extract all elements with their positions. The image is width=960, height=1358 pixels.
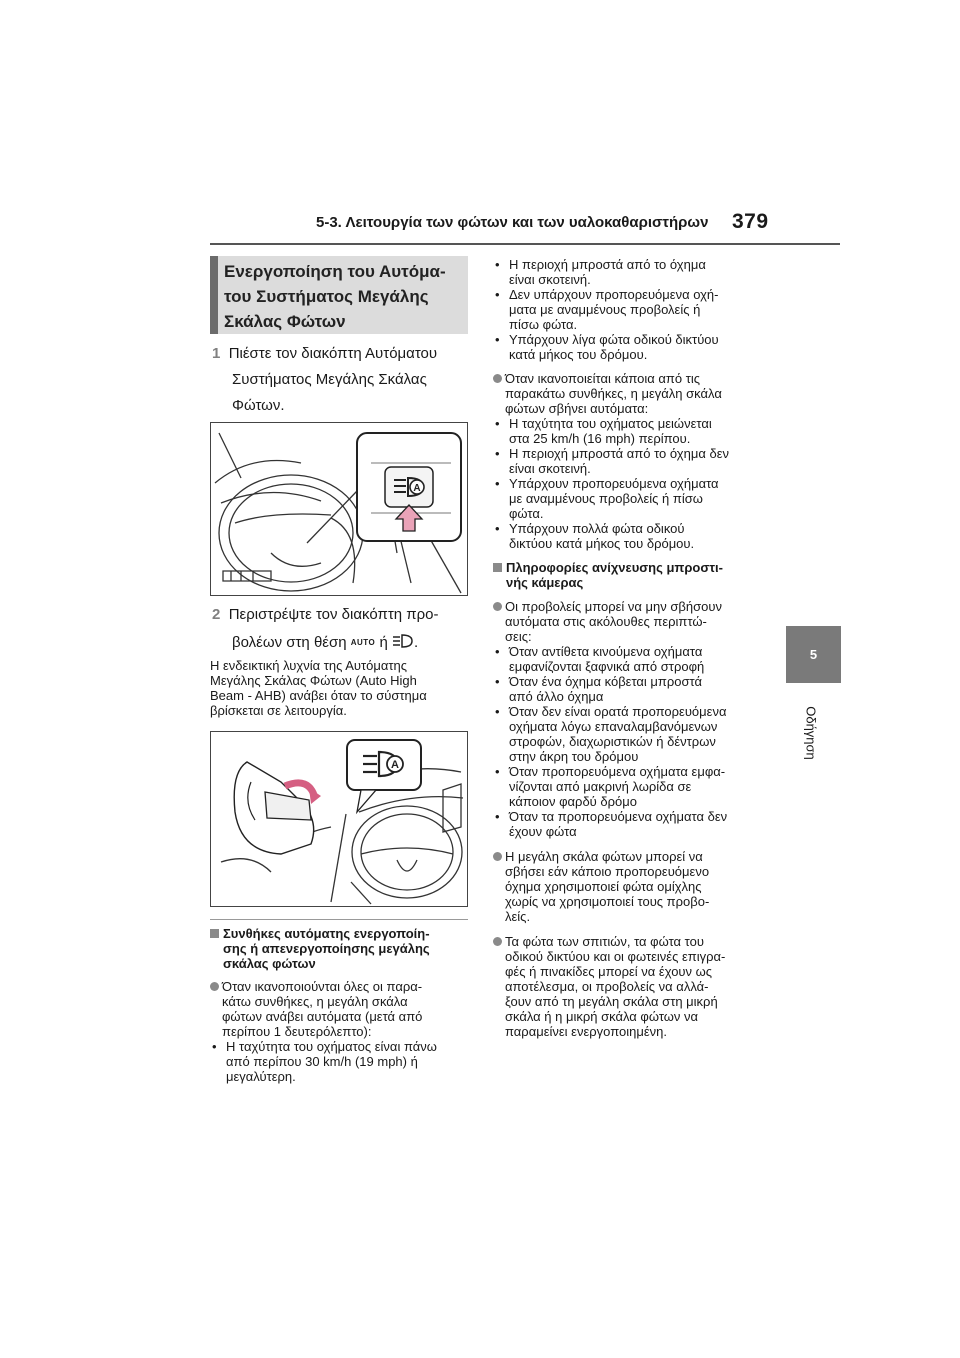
auto-icon: AUTO xyxy=(350,638,376,647)
chapter-label: Οδήγηση xyxy=(803,706,819,760)
circle-bullet-icon xyxy=(493,852,502,861)
fog-paragraph: Η μεγάλη σκάλα φώτων μπορεί να σβήσει εάν κάποιο προπορευόμενο όχημα χρησιμοποιεί φώτα ομίχλης χωρίς να χρησιμοποιεί τους προβο- λείς. xyxy=(493,849,763,924)
list-item: • Η περιοχή μπροστά από το όχημα είναι σκοτεινή. xyxy=(493,257,763,287)
chapter-tab[interactable] xyxy=(786,626,841,683)
section-heading-bar xyxy=(210,256,218,334)
square-bullet-icon xyxy=(210,929,219,938)
step-number: 1 xyxy=(212,345,221,362)
figure-ahb-switch xyxy=(210,422,468,596)
svg-text:A: A xyxy=(391,759,399,771)
off-conditions-list xyxy=(493,416,763,551)
chapter-number: 5 xyxy=(809,647,818,662)
svg-text:A: A xyxy=(413,483,421,494)
figure-headlight-switch xyxy=(210,731,468,907)
camera-list xyxy=(493,644,763,839)
circle-bullet-icon xyxy=(210,982,219,991)
auto-high-beam-icon xyxy=(392,633,414,649)
list-item: • Όταν ένα όχημα κόβεται μπροστά από άλλο όχημα xyxy=(493,674,763,704)
camera-intro: Οι προβολείς μπορεί να μην σβήσουν αυτόματα στις ακόλουθες περιπτώ- σεις: xyxy=(493,599,763,644)
circle-bullet-icon xyxy=(493,602,502,611)
on-conditions-continued xyxy=(493,257,763,362)
list-item: • Όταν προπορευόμενα οχήματα εμφα- νίζονται από μακρινή λωρίδα σε κάποιον φαρδύ δρόμο xyxy=(493,764,763,809)
list-item: • Όταν αντίθετα κινούμενα οχήματα εμφανίζονται ξαφνικά από στροφή xyxy=(493,644,763,674)
divider xyxy=(210,919,468,920)
running-header: 5-3. Λειτουργία των φώτων και των υαλοκαθαριστήρων xyxy=(316,214,709,231)
list-item: • Όταν δεν είναι ορατά προπορευόμενα οχήματα λόγω επαναλαμβανόμενων στροφών, διαχωριστικών ή δέντρων στην άκρη του δρόμου xyxy=(493,704,763,764)
list-item: • Υπάρχουν πολλά φώτα οδικού δικτύου κατά μήκος του δρόμου. xyxy=(493,521,763,551)
page-number: 379 xyxy=(732,210,769,233)
step-1: 1 Πιέστε τον διακόπτη Αυτόματου Συστήματος Μεγάλης Σκάλας Φώτων. xyxy=(212,345,438,414)
step-2: 2 Περιστρέψτε τον διακόπτη προ- βολέων στη θέση AUTO ή . xyxy=(212,606,439,651)
section-heading: Ενεργοποίηση του Αυτόμα- του Συστήματος Μεγάλης Σκάλας Φώτων xyxy=(224,262,446,331)
square-bullet-icon xyxy=(493,563,502,572)
conditions-block xyxy=(210,926,472,1084)
list-item: • Δεν υπάρχουν προπορευόμενα οχή- ματα με αναμμένους προβολείς ή πίσω φώτα. xyxy=(493,287,763,332)
camera-heading: Πληροφορίες ανίχνευσης μπροστι- νής κάμερας xyxy=(493,560,763,590)
circle-bullet-icon xyxy=(493,937,502,946)
steering-wheel-illustration xyxy=(211,423,467,595)
list-item: • Η ταχύτητα του οχήματος είναι πάνω από περίπου 30 km/h (19 mph) ή μεγαλύτερη. xyxy=(210,1039,472,1084)
list-item: • Η ταχύτητα του οχήματος μειώνεται στα 25 km/h (16 mph) περίπου. xyxy=(493,416,763,446)
list-item: • Όταν τα προπορευόμενα οχήματα δεν έχουν φώτα xyxy=(493,809,763,839)
off-intro: Όταν ικανοποιείται κάποια από τις παρακάτω συνθήκες, η μεγάλη σκάλα φώτων σβήνει αυτόματα: xyxy=(493,371,763,416)
indicator-paragraph: Η ενδεικτική λυχνία της Αυτόματης Μεγάλης Σκάλας Φώτων (Auto High Beam - AHB) ανάβει όταν το σύστημα βρίσκεται σε λειτουργία. xyxy=(210,658,427,718)
list-item: • Υπάρχουν προπορευόμενα οχήματα με αναμμένους προβολείς ή πίσω φώτα. xyxy=(493,476,763,521)
right-column xyxy=(493,257,763,1039)
list-item: • Η περιοχή μπροστά από το όχημα δεν είναι σκοτεινή. xyxy=(493,446,763,476)
circle-bullet-icon xyxy=(493,374,502,383)
header-divider xyxy=(210,243,840,245)
lights-paragraph: Τα φώτα των σπιτιών, τα φώτα του οδικού δικτύου και οι φωτεινές επιγρα- φές ή πινακίδες μπορεί να έχουν ως αποτέλεσμα, οι προβολείς να αλλά- ξουν από τη μεγάλη σκάλα στη μικρή σκάλα ή η μικρή σκάλα φώτων να παραμείνει ενεργοποιημένη. xyxy=(493,934,763,1039)
conditions-list xyxy=(210,1039,472,1084)
conditions-heading: Συνθήκες αυτόματης ενεργοποίη- σης ή απενεργοποίησης μεγάλης σκάλας φώτων xyxy=(210,926,472,971)
lever-illustration xyxy=(211,732,467,906)
conditions-intro: Όταν ικανοποιούνται όλες οι παρα- κάτω συνθήκες, η μεγάλη σκάλα φώτων ανάβει αυτόματα (μετά από περίπου 1 δευτερόλεπτο): xyxy=(210,979,472,1039)
list-item: • Υπάρχουν λίγα φώτα οδικού δικτύου κατά μήκος του δρόμου. xyxy=(493,332,763,362)
